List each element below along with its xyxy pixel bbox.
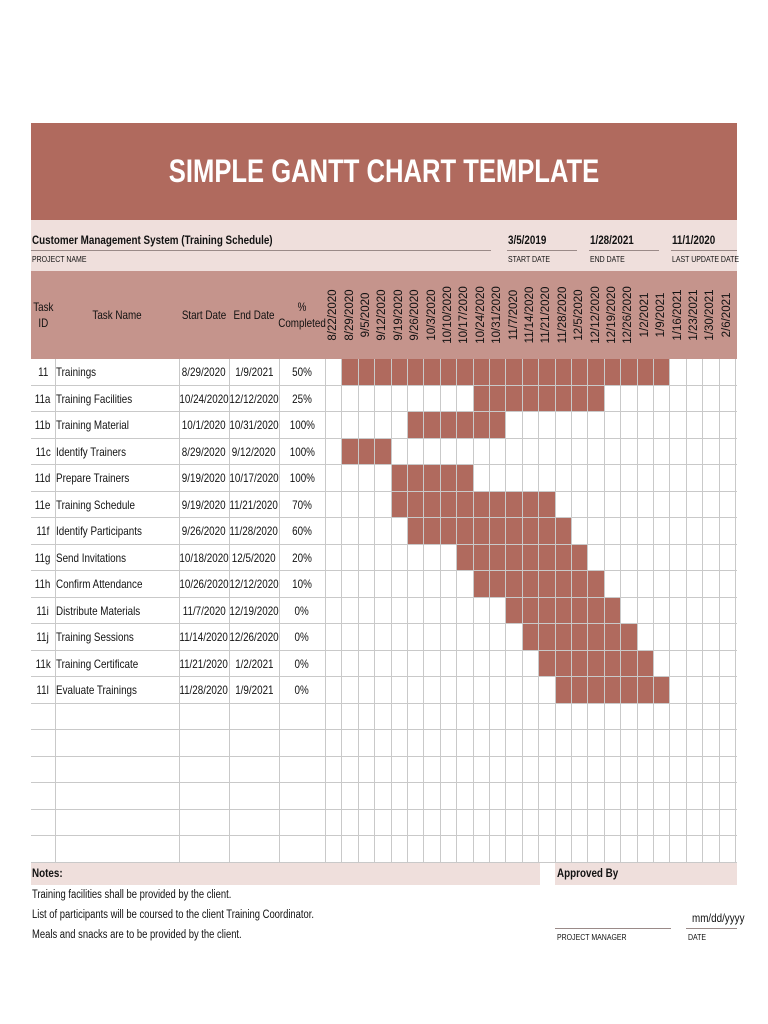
- grid-column-line: [522, 359, 523, 863]
- col-start-date: Start Date: [181, 307, 227, 322]
- task-row: [31, 492, 737, 519]
- grid-column-line: [391, 359, 392, 863]
- task-row: [31, 545, 737, 572]
- timeline-week-label: 9/12/2020: [376, 289, 389, 341]
- grid-column-line: [604, 359, 605, 863]
- approved-by-heading: Approved By: [557, 866, 619, 880]
- grid-column-line: [179, 359, 180, 863]
- task-id: 11i: [36, 603, 50, 618]
- grid-column-line: [341, 359, 342, 863]
- last-update-value: 11/1/2020: [672, 233, 716, 247]
- manager-label: PROJECT MANAGER: [557, 932, 627, 942]
- empty-row: [31, 757, 737, 784]
- empty-row: [31, 836, 737, 863]
- grid-column-line: [279, 359, 280, 863]
- timeline-week-label: 11/7/2020: [507, 289, 520, 341]
- task-end-date: 10/31/2020: [229, 418, 279, 433]
- timeline-week-label: 10/24/2020: [474, 286, 487, 344]
- task-id: 11g: [35, 550, 51, 565]
- task-end-date: 12/26/2020: [229, 630, 279, 645]
- grid-column-line: [473, 359, 474, 863]
- project-info: [31, 220, 740, 271]
- task-end-date: 1/9/2021: [234, 365, 274, 380]
- empty-row: [31, 730, 737, 757]
- task-completed: 100%: [289, 471, 315, 486]
- start-date-value: 3/5/2019: [508, 233, 547, 247]
- task-start-date: 11/21/2020: [179, 656, 229, 671]
- task-start-date: 8/29/2020: [182, 444, 226, 459]
- task-start-date: 9/19/2020: [182, 497, 226, 512]
- note-item: Training facilities shall be provided by the client.: [32, 889, 232, 901]
- grid-column-line: [735, 359, 736, 863]
- timeline-week-label: 2/6/2021: [720, 292, 733, 338]
- task-id: 11b: [35, 418, 51, 433]
- empty-row: [31, 783, 737, 810]
- task-row: [31, 624, 737, 651]
- task-start-date: 11/14/2020: [179, 630, 229, 645]
- gantt-bar: [391, 465, 473, 491]
- timeline-week-label: 10/17/2020: [458, 286, 471, 344]
- last-update-label: LAST UPDATE DATE: [672, 254, 740, 264]
- timeline-week-label: 12/26/2020: [622, 286, 635, 344]
- task-start-date: 10/18/2020: [179, 550, 229, 565]
- task-end-date: 11/28/2020: [229, 524, 279, 539]
- grid-column-line: [637, 359, 638, 863]
- task-completed: 70%: [292, 497, 312, 512]
- task-name: Confirm Attendance: [56, 577, 143, 592]
- end-date-value: 1/28/2021: [590, 233, 634, 247]
- timeline-week-label: 12/12/2020: [589, 286, 602, 344]
- grid-column-line: [538, 359, 539, 863]
- task-name: Training Facilities: [56, 391, 133, 406]
- divider: [31, 250, 491, 251]
- timeline-week-label: 1/9/2021: [655, 292, 668, 338]
- grid-column-line: [374, 359, 375, 863]
- task-row: [31, 359, 737, 386]
- task-id: 11c: [35, 444, 51, 459]
- notes-heading: Notes:: [32, 866, 63, 880]
- task-end-date: 12/19/2020: [229, 603, 279, 618]
- timeline-week-label: 9/5/2020: [359, 292, 372, 338]
- grid-column-line: [555, 359, 556, 863]
- task-start-date: 8/29/2020: [182, 365, 226, 380]
- column-header-row: [31, 271, 737, 359]
- page-title: SIMPLE GANTT CHART TEMPLATE: [168, 153, 600, 189]
- grid-column-line: [719, 359, 720, 863]
- timeline-week-label: 11/14/2020: [523, 286, 536, 344]
- grid-column-line: [423, 359, 424, 863]
- task-start-date: 9/26/2020: [182, 524, 226, 539]
- task-row: [31, 412, 737, 439]
- task-row: [31, 598, 737, 625]
- task-start-date: 10/1/2020: [182, 418, 226, 433]
- timeline-week-label: 1/30/2021: [704, 289, 717, 341]
- empty-row: [31, 704, 737, 731]
- task-row: [31, 571, 737, 598]
- timeline-week-label: 8/22/2020: [327, 289, 340, 341]
- task-row: [31, 386, 737, 413]
- task-name: Training Material: [56, 418, 129, 433]
- task-name: Training Certificate: [56, 656, 139, 671]
- notes-header: [31, 863, 540, 885]
- end-date-label: END DATE: [590, 254, 625, 264]
- grid-column-line: [686, 359, 687, 863]
- timeline-week-label: 10/31/2020: [491, 286, 504, 344]
- task-completed: 100%: [289, 418, 315, 433]
- task-end-date: 11/21/2020: [229, 497, 279, 512]
- task-id: 11e: [35, 497, 51, 512]
- task-completed: 20%: [292, 550, 312, 565]
- timeline-week-label: 12/5/2020: [573, 289, 586, 341]
- task-start-date: 9/19/2020: [182, 471, 226, 486]
- timeline-week-label: 1/23/2021: [687, 289, 700, 341]
- task-row: [31, 465, 737, 492]
- grid-column-line: [669, 359, 670, 863]
- task-name: Distribute Materials: [56, 603, 141, 618]
- task-id: 11d: [35, 471, 51, 486]
- task-name: Training Schedule: [56, 497, 135, 512]
- grid-column-line: [456, 359, 457, 863]
- task-id: 11k: [35, 656, 51, 671]
- task-completed: 25%: [292, 391, 312, 406]
- timeline-week-label: 10/3/2020: [425, 289, 438, 341]
- task-completed: 60%: [292, 524, 312, 539]
- divider: [589, 250, 659, 251]
- project-name-label: PROJECT NAME: [32, 254, 87, 264]
- title-banner: [31, 123, 737, 220]
- task-name: Training Sessions: [56, 630, 134, 645]
- grid-column-line: [571, 359, 572, 863]
- task-end-date: 1/9/2021: [234, 683, 274, 698]
- date-label: DATE: [688, 932, 707, 942]
- timeline-week-label: 1/2/2021: [638, 292, 651, 338]
- project-name: Customer Management System (Training Schedule): [32, 233, 273, 247]
- grid-column-line: [440, 359, 441, 863]
- grid-column-line: [229, 359, 230, 863]
- task-id: 11a: [35, 391, 51, 406]
- task-id: 11f: [36, 524, 50, 539]
- task-end-date: 12/12/2020: [229, 577, 279, 592]
- timeline-week-label: 11/28/2020: [556, 286, 569, 344]
- start-date-label: START DATE: [508, 254, 551, 264]
- task-id: 11: [37, 365, 49, 380]
- task-name: Identify Trainers: [56, 444, 127, 459]
- empty-row: [31, 810, 737, 837]
- grid-column-line: [505, 359, 506, 863]
- timeline-week-label: 10/10/2020: [441, 286, 454, 344]
- task-completed: 50%: [292, 365, 312, 380]
- timeline-week-label: 8/29/2020: [343, 289, 356, 341]
- task-end-date: 12/12/2020: [229, 391, 279, 406]
- divider: [507, 250, 577, 251]
- date-signature-line: [686, 928, 737, 929]
- task-start-date: 10/26/2020: [179, 577, 229, 592]
- task-start-date: 11/28/2020: [179, 683, 229, 698]
- task-id: 11l: [36, 683, 50, 698]
- task-start-date: 10/24/2020: [179, 391, 229, 406]
- note-item: Meals and snacks are to be provided by the client.: [32, 929, 242, 941]
- task-id: 11j: [36, 630, 50, 645]
- timeline-week-label: 12/19/2020: [605, 286, 618, 344]
- grid-column-line: [653, 359, 654, 863]
- task-start-date: 11/7/2020: [182, 603, 226, 618]
- grid-column-line: [702, 359, 703, 863]
- manager-signature-line: [555, 928, 671, 929]
- task-completed: 0%: [294, 630, 310, 645]
- approval-header: [555, 863, 737, 885]
- task-row: [31, 518, 737, 545]
- task-completed: 100%: [289, 444, 315, 459]
- task-name: Identify Participants: [56, 524, 142, 539]
- timeline-week-label: 11/21/2020: [540, 286, 553, 344]
- grid-column-line: [55, 359, 56, 863]
- col-completed: % Completed: [278, 299, 326, 330]
- col-task-id: Task ID: [32, 299, 54, 330]
- gantt-bar: [341, 439, 390, 465]
- divider: [671, 250, 737, 251]
- task-name: Evaluate Trainings: [56, 683, 137, 698]
- grid-column-line: [587, 359, 588, 863]
- task-end-date: 12/5/2020: [232, 550, 276, 565]
- task-completed: 0%: [294, 656, 310, 671]
- grid-column-line: [407, 359, 408, 863]
- task-name: Trainings: [56, 365, 97, 380]
- grid-column-line: [325, 359, 326, 863]
- col-task-name: Task Name: [92, 307, 142, 322]
- grid-column-line: [358, 359, 359, 863]
- task-end-date: 9/12/2020: [232, 444, 276, 459]
- task-completed: 0%: [294, 603, 310, 618]
- approval-date-value: mm/dd/yyyy: [692, 911, 745, 925]
- task-name: Prepare Trainers: [56, 471, 130, 486]
- timeline-week-label: 9/19/2020: [392, 289, 405, 341]
- task-completed: 10%: [292, 577, 312, 592]
- task-end-date: 10/17/2020: [229, 471, 279, 486]
- task-row: [31, 677, 737, 704]
- task-end-date: 1/2/2021: [234, 656, 274, 671]
- task-name: Send Invitations: [56, 550, 127, 565]
- note-item: List of participants will be coursed to the client Training Coordinator.: [32, 909, 315, 921]
- grid-column-line: [620, 359, 621, 863]
- task-row: [31, 651, 737, 678]
- gantt-grid: [31, 359, 737, 863]
- timeline-week-label: 1/16/2021: [671, 289, 684, 341]
- task-row: [31, 439, 737, 466]
- timeline-week-label: 9/26/2020: [409, 289, 422, 341]
- task-completed: 0%: [294, 683, 310, 698]
- task-id: 11h: [35, 577, 51, 592]
- grid-column-line: [489, 359, 490, 863]
- col-end-date: End Date: [233, 307, 275, 322]
